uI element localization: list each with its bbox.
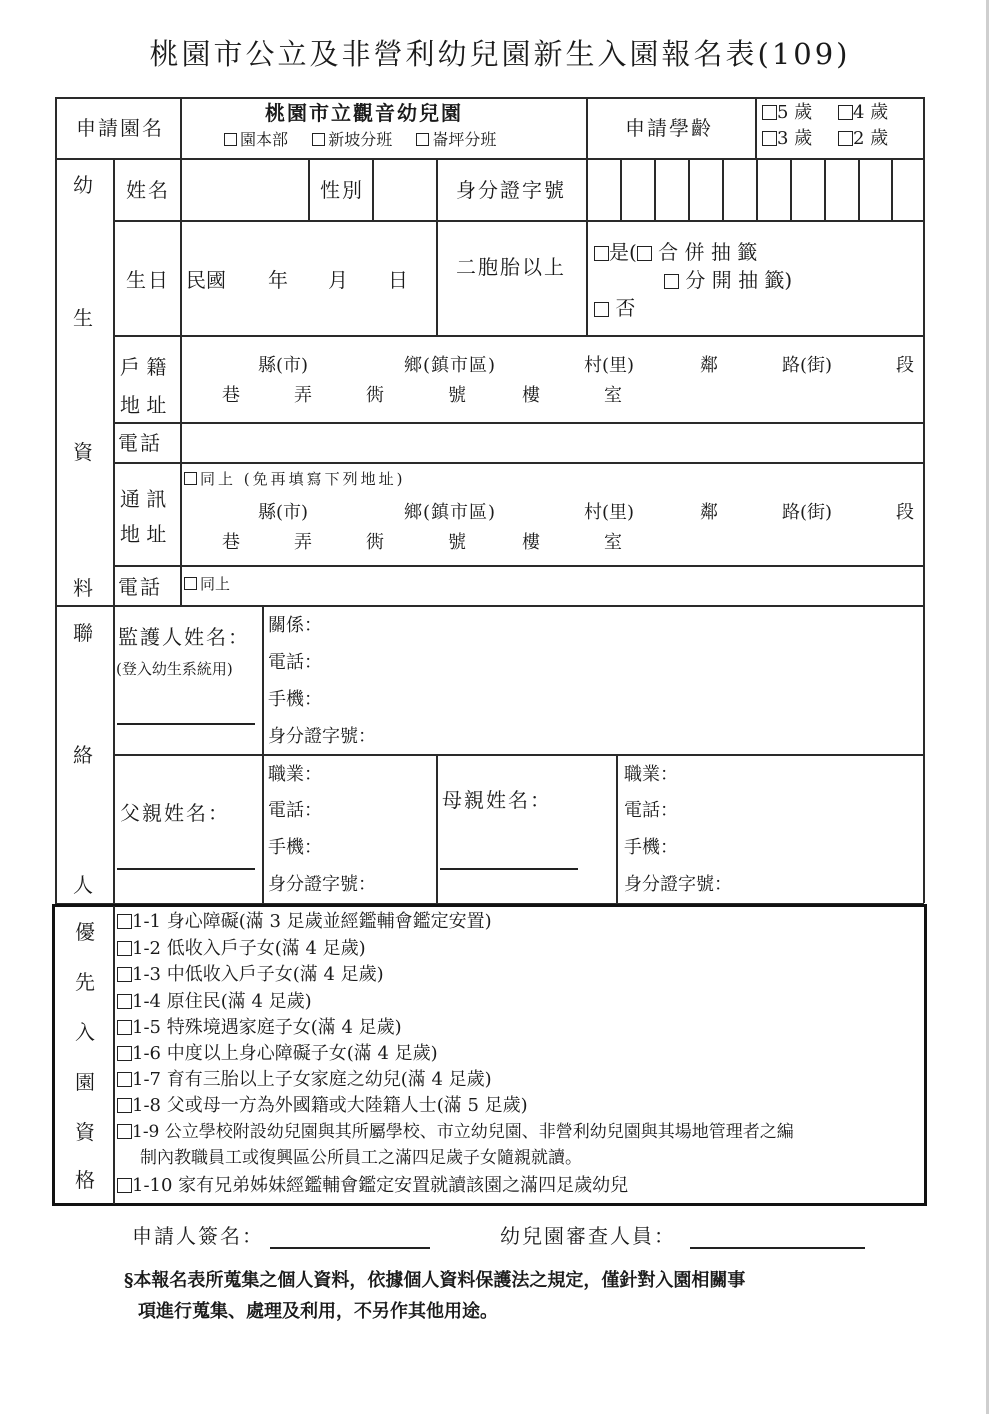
guardian-mobile: 手機： <box>268 689 322 710</box>
priority-item-4[interactable]: 1-4 原住民(滿 4 足歲) <box>117 993 312 1011</box>
scan-edge <box>986 0 989 1414</box>
mother-id: 身分證字號： <box>624 874 732 895</box>
side-priority-1: 優 <box>75 920 95 944</box>
checkbox[interactable] <box>637 246 652 261</box>
mother-mobile: 手機： <box>624 837 678 858</box>
checkbox[interactable] <box>117 941 132 956</box>
guardian-id: 身分證字號： <box>268 726 376 747</box>
side-contact-3: 人 <box>73 873 93 897</box>
mail-addr-label-2: 地 址 <box>120 522 167 546</box>
side-priority-3: 入 <box>75 1020 95 1044</box>
guardian-phone: 電話： <box>268 652 322 673</box>
checkbox[interactable] <box>117 914 132 929</box>
checkbox[interactable] <box>117 1046 132 1061</box>
checkbox[interactable] <box>117 1178 132 1193</box>
birth-year: 年 <box>268 268 288 292</box>
checkbox[interactable] <box>117 1124 132 1139</box>
age-option-2[interactable]: 2 歲 <box>838 130 888 148</box>
page-title: 桃園市公立及非營利幼兒園新生入園報名表(109) <box>149 37 851 71</box>
side-child-3: 資 <box>73 440 93 464</box>
priority-divider <box>113 906 115 1204</box>
checkbox[interactable] <box>416 133 429 146</box>
priority-item-7[interactable]: 1-7 育有三胎以上子女家庭之幼兒(滿 4 足歲) <box>117 1071 492 1089</box>
mother-phone: 電話： <box>624 800 678 821</box>
checkbox[interactable] <box>594 246 609 261</box>
reg-addr-label-1: 戶 籍 <box>120 355 167 379</box>
checkbox[interactable] <box>117 1020 132 1035</box>
guardian-name-line <box>117 723 255 725</box>
side-child-4: 料 <box>73 576 93 600</box>
school-name: 桃園市立觀音幼兒園 <box>265 101 463 125</box>
age-option-4[interactable]: 4 歲 <box>838 104 888 122</box>
applicant-signature-label: 申請人簽名： <box>132 1224 264 1248</box>
branch-options <box>224 132 496 148</box>
side-contact-1: 聯 <box>73 621 93 645</box>
priority-item-10[interactable]: 1-10 家有兄弟姊妹經鑑輔會鑑定安置就讀該園之滿四足歲幼兒 <box>117 1177 628 1195</box>
name-label: 姓名 <box>126 178 170 202</box>
twins-split[interactable]: 分 開 抽 籤) <box>664 270 792 290</box>
priority-item-3[interactable]: 1-3 中低收入戶子女(滿 4 足歲) <box>117 966 384 984</box>
side-priority-2: 先 <box>75 970 95 994</box>
birth-label: 生日 <box>126 268 170 292</box>
priority-item-1[interactable]: 1-1 身心障礙(滿 3 足歲並經鑑輔會鑑定安置) <box>117 913 492 931</box>
privacy-notice-line-1: §本報名表所蒐集之個人資料，依據個人資料保護法之規定，僅針對入園相關事 <box>124 1270 746 1291</box>
father-name-label: 父親姓名： <box>120 801 230 825</box>
age-option-3[interactable]: 3 歲 <box>762 130 812 148</box>
gender-label: 性別 <box>320 178 364 202</box>
checkbox[interactable] <box>117 1072 132 1087</box>
checkbox[interactable] <box>224 133 237 146</box>
priority-item-5[interactable]: 1-5 特殊境遇家庭子女(滿 4 足歲) <box>117 1019 402 1037</box>
same-as-above[interactable]: 同上 (免再填寫下列地址) <box>184 472 405 487</box>
side-contact-2: 絡 <box>73 743 93 767</box>
reg-addr-label-2: 地 址 <box>120 393 167 417</box>
age-option-5[interactable]: 5 歲 <box>762 104 812 122</box>
checkbox[interactable] <box>664 274 679 289</box>
priority-item-9-cont: 制內教職員工或復興區公所員工之滿四足歲子女隨親就讀。 <box>140 1148 582 1168</box>
phone-label: 電話 <box>118 431 162 455</box>
reviewer-signature-line[interactable] <box>690 1247 865 1249</box>
side-priority-4: 園 <box>75 1070 95 1094</box>
school-label: 申請園名 <box>76 116 164 140</box>
side-child-1: 幼 <box>73 173 93 197</box>
mail-addr-label-1: 通 訊 <box>120 487 167 511</box>
birth-month: 月 <box>328 268 348 292</box>
phone-same[interactable]: 同上 <box>184 577 230 592</box>
checkbox[interactable] <box>762 131 777 146</box>
mother-job: 職業： <box>624 764 678 785</box>
priority-item-2[interactable]: 1-2 低收入戶子女(滿 4 足歲) <box>117 940 366 958</box>
branch-lunping[interactable]: 崙坪分班 <box>416 130 496 149</box>
side-child-2: 生 <box>73 306 93 330</box>
id-label: 身分證字號 <box>456 178 566 202</box>
side-priority-6: 格 <box>75 1168 95 1192</box>
birth-day: 日 <box>388 268 408 292</box>
priority-item-8[interactable]: 1-8 父或母一方為外國籍或大陸籍人士(滿 5 足歲) <box>117 1097 528 1115</box>
birth-era: 民國 <box>186 268 226 292</box>
guardian-relation: 關係： <box>268 615 322 636</box>
reviewer-signature-label: 幼兒園審查人員： <box>500 1224 676 1248</box>
father-name-line <box>117 868 255 870</box>
applicant-signature-line[interactable] <box>270 1247 430 1249</box>
mother-name-label: 母親姓名： <box>442 788 552 812</box>
side-priority-5: 資 <box>75 1120 95 1144</box>
priority-item-6[interactable]: 1-6 中度以上身心障礙子女(滿 4 足歲) <box>117 1045 438 1063</box>
priority-item-9[interactable]: 1-9 公立學校附設幼兒園與其所屬學校、市立幼兒園、非營利幼兒園與其場地管理者之編 <box>117 1124 794 1141</box>
father-mobile: 手機： <box>268 837 322 858</box>
checkbox[interactable] <box>312 133 325 146</box>
checkbox[interactable] <box>117 967 132 982</box>
mother-name-line <box>440 868 578 870</box>
checkbox[interactable] <box>117 1098 132 1113</box>
checkbox[interactable] <box>762 105 777 120</box>
father-job: 職業： <box>268 764 322 785</box>
age-label: 申請學齡 <box>625 116 713 140</box>
guardian-name-label: 監護人姓名： <box>118 625 250 649</box>
guardian-note: (登入幼生系統用) <box>116 660 233 678</box>
checkbox[interactable] <box>838 105 853 120</box>
checkbox[interactable] <box>184 577 197 590</box>
branch-xinpo[interactable]: 新坡分班 <box>312 130 392 149</box>
checkbox[interactable] <box>184 472 197 485</box>
father-phone: 電話： <box>268 800 322 821</box>
checkbox[interactable] <box>838 131 853 146</box>
branch-main[interactable]: 園本部 <box>224 130 288 149</box>
father-id: 身分證字號： <box>268 874 376 895</box>
twins-label: 二胞胎以上 <box>456 255 566 279</box>
checkbox[interactable] <box>594 302 609 317</box>
phone2-label: 電話 <box>118 575 162 599</box>
checkbox[interactable] <box>117 994 132 1009</box>
twins-no[interactable]: 否 <box>594 298 635 318</box>
privacy-notice-line-2: 項進行蒐集、處理及利用，不另作其他用途。 <box>138 1301 498 1322</box>
twins-yes[interactable]: 是( 合 併 抽 籤 <box>594 242 757 262</box>
